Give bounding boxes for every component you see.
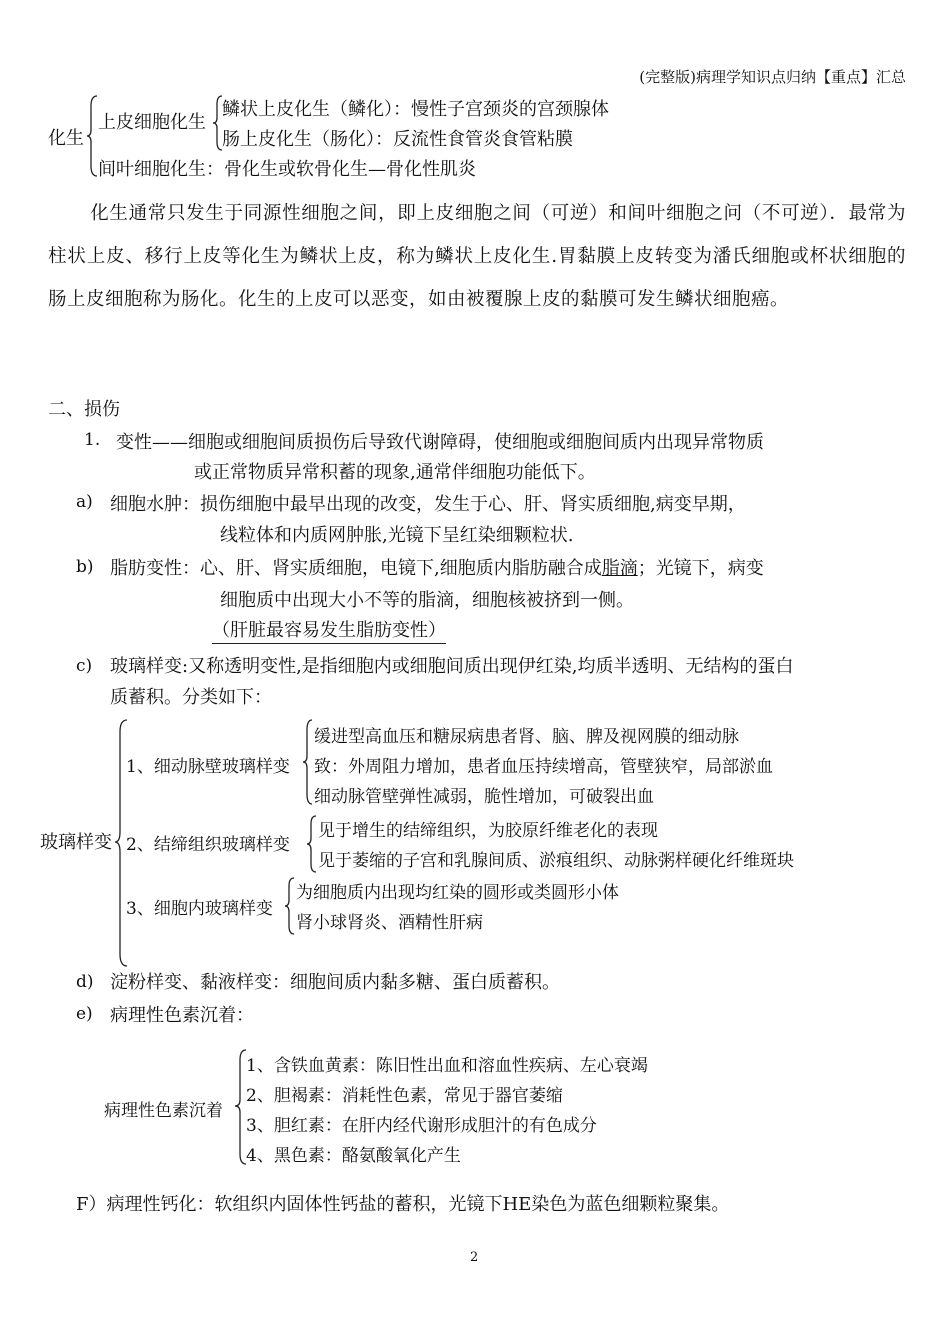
hyaline-group-1-brace — [302, 718, 314, 806]
calcification-line: F）病理性钙化：软组织内固体性钙盐的蓄积，光镜下HE染色为蓝色细颗粒聚集。 — [76, 1194, 730, 1215]
metaplasia-paragraph — [48, 192, 906, 321]
hyaline-group-1-item-2: 致：外周阻力增加，患者血压持续增高，管壁狭窄，局部淤血 — [314, 757, 773, 777]
page-number: 2 — [470, 1250, 479, 1265]
section-title-injury: 二、损伤 — [48, 399, 120, 420]
pigment-root-label: 病理性色素沉着 — [104, 1101, 223, 1121]
hyaline-group-3-item-2: 肾小球肾炎、酒精性肝病 — [296, 913, 483, 933]
pigmentation-heading: 病理性色素沉着： — [110, 1005, 254, 1026]
pigment-item-3: 3、胆红素：在肝内经代谢形成胆汁的有色成分 — [246, 1116, 597, 1136]
fatty-change-line-2: 细胞质中出现大小不等的脂滴，细胞核被挤到一侧。 — [220, 590, 634, 611]
hyaline-group-2-label: 2、结缔组织玻璃样变 — [126, 835, 290, 855]
amyloid-mucoid-line: 淀粉样变、黏液样变：细胞间质内黏多糖、蛋白质蓄积。 — [110, 972, 560, 993]
item-a-marker: a) — [76, 492, 93, 512]
squamous-metaplasia-item: 鳞状上皮化生（鳞化）：慢性子宫颈炎的宫颈腺体 — [222, 99, 609, 120]
epithelial-metaplasia-label: 上皮细胞化生 — [98, 112, 206, 133]
item-d-marker: d) — [76, 972, 94, 992]
degeneration-line-2: 或正常物质异常积蓄的现象,通常伴细胞功能低下。 — [194, 462, 596, 483]
hyaline-group-2-item-1: 见于增生的结缔组织，为胶原纤维老化的表现 — [318, 821, 658, 841]
hyaline-group-1-item-1: 缓进型高血压和糖尿病患者肾、脑、脾及视网膜的细动脉 — [314, 727, 739, 747]
hyaline-group-1-item-3: 细动脉管壁弹性减弱，脆性增加，可破裂出血 — [314, 787, 654, 807]
degeneration-number: 1. — [84, 430, 101, 450]
pigment-item-1: 1、含铁血黄素：陈旧性出血和溶血性疾病、左心衰竭 — [246, 1056, 648, 1076]
fatty-change-line-1-start: 脂肪变性：心、肝、肾实质细胞，电镜下,细胞质内脂肪融合成 — [110, 558, 602, 579]
hyaline-group-2-brace — [306, 814, 318, 874]
mesenchymal-metaplasia-item: 间叶细胞化生：骨化生或软骨化生—骨化性肌炎 — [98, 159, 476, 180]
lipid-droplet-term: 脂滴 — [601, 558, 638, 579]
pigment-item-4: 4、黑色素：酪氨酸氧化产生 — [246, 1146, 461, 1166]
metaplasia-paragraph-text: 化生通常只发生于同源性细胞之间，即上皮细胞之间（可逆）和间叶细胞之问（不可逆）．最常为柱状上皮、移行上皮等化生为鳞状上皮，称为鳞状上皮化生.胃黏膜上皮转变为潘氏细胞或杯状细胞的肠上皮细胞称为肠化。化生的上皮可以恶变，如由被覆腺上皮的黏膜可发生鳞状细胞癌。 — [48, 203, 906, 310]
item-b-marker: b) — [76, 557, 94, 577]
degeneration-line-1: 变性——细胞或细胞间质损伤后导致代谢障碍，使细胞或细胞间质内出现异常物质 — [116, 432, 764, 453]
hyaline-group-2-item-2: 见于萎缩的子宫和乳腺间质、淤痕组织、动脉粥样硬化纤维斑块 — [318, 851, 794, 871]
cell-edema-line-2: 线粒体和内质网肿胀,光镜下呈红染细颗粒状. — [220, 525, 574, 546]
hyaline-definition-line-2: 质蓄积。分类如下： — [110, 687, 272, 708]
hyaline-group-3-brace — [284, 876, 296, 936]
hyaline-definition-line-1: 玻璃样变:又称透明变性,是指细胞内或细胞间质出现伊红染,均质半透明、无结构的蛋白 — [110, 656, 794, 677]
hyaline-group-1-label: 1、细动脉壁玻璃样变 — [126, 757, 290, 777]
cell-edema-line-1: 细胞水肿：损伤细胞中最早出现的改变，发生于心、肝、肾实质细胞,病变早期， — [110, 494, 746, 515]
item-c-marker: c) — [76, 656, 93, 676]
fatty-change-line-1 — [110, 554, 764, 580]
fatty-change-line-1-end: ；光镜下，病变 — [637, 558, 764, 579]
hyaline-group-3-label: 3、细胞内玻璃样变 — [126, 899, 273, 919]
hyaline-group-3-item-1: 为细胞质内出现均红染的圆形或类圆形小体 — [296, 883, 619, 903]
metaplasia-root-label: 化生 — [48, 128, 84, 149]
hyaline-root-label: 玻璃样变 — [40, 832, 112, 853]
document-title: (完整版)病理学知识点归纳【重点】汇总 — [639, 68, 906, 86]
intestinal-metaplasia-item: 肠上皮化生（肠化）：反流性食管炎食管粘膜 — [222, 129, 573, 150]
fatty-change-note: （肝脏最容易发生脂肪变性） — [212, 616, 446, 644]
pigment-item-2: 2、胆褐素：消耗性色素，常见于器官萎缩 — [246, 1086, 563, 1106]
item-e-marker: e) — [76, 1004, 93, 1024]
